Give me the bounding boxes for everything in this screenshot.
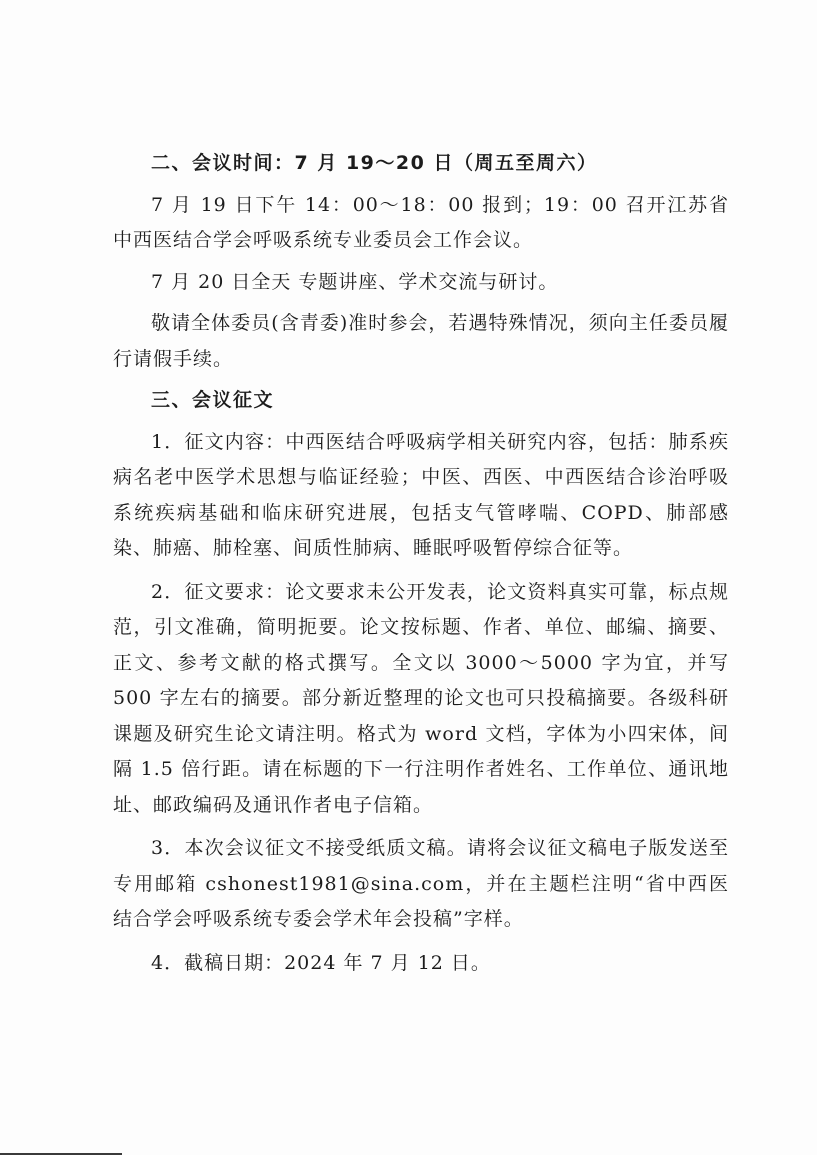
paragraph-registration: 7 月 19 日下午 14：00～18：00 报到；19：00 召开江苏省中西医结合学会呼吸系统专业委员会工作会议。	[113, 193, 729, 251]
paragraph-deadline: 4．截稿日期：2024 年 7 月 12 日。	[151, 951, 491, 974]
paragraph-attendance-notice: 敬请全体委员(含青委)准时参会，若遇特殊情况，须向主任委员履行请假手续。	[113, 312, 729, 370]
paragraph-submission-email: 3．本次会议征文不接受纸质文稿。请将会议征文稿电子版发送至专用邮箱 cshonest1981@sina.com，并在主题栏注明“省中西医结合学会呼吸系统专委会学术年会投稿”字样。	[113, 837, 729, 930]
paragraph-full-day-program: 7 月 20 日全天 专题讲座、学术交流与研讨。	[151, 270, 559, 293]
paragraph-paper-content: 1．征文内容：中西医结合呼吸病学相关研究内容，包括：肺系疾病名老中医学术思想与临证经验；中医、西医、中西医结合诊治呼吸系统疾病基础和临床研究进展，包括支气管哮喘、COPD、肺部感染、肺癌、肺栓塞、间质性肺病、睡眠呼吸暂停综合征等。	[113, 430, 729, 559]
paragraph-paper-requirements: 2．征文要求：论文要求未公开发表，论文资料真实可靠，标点规范，引文准确，简明扼要。论文按标题、作者、单位、邮编、摘要、正文、参考文献的格式撰写。全文以 3000～5000 字为宜，并写 500 字左右的摘要。部分新近整理的论文也可只投稿摘要。各级科研课题及研究生论文请注明。格式为 word 文档，字体为小四宋体，间隔 1.5 倍行距。请在标题的下一行注明作者姓名、工作单位、通讯地址、邮政编码及通讯作者电子信箱。	[113, 580, 729, 816]
document-body	[113, 146, 729, 981]
section-heading-meeting-time: 二、会议时间：7 月 19～20 日（周五至周六）	[151, 152, 598, 174]
section-heading-call-for-papers: 三、会议征文	[151, 389, 275, 411]
